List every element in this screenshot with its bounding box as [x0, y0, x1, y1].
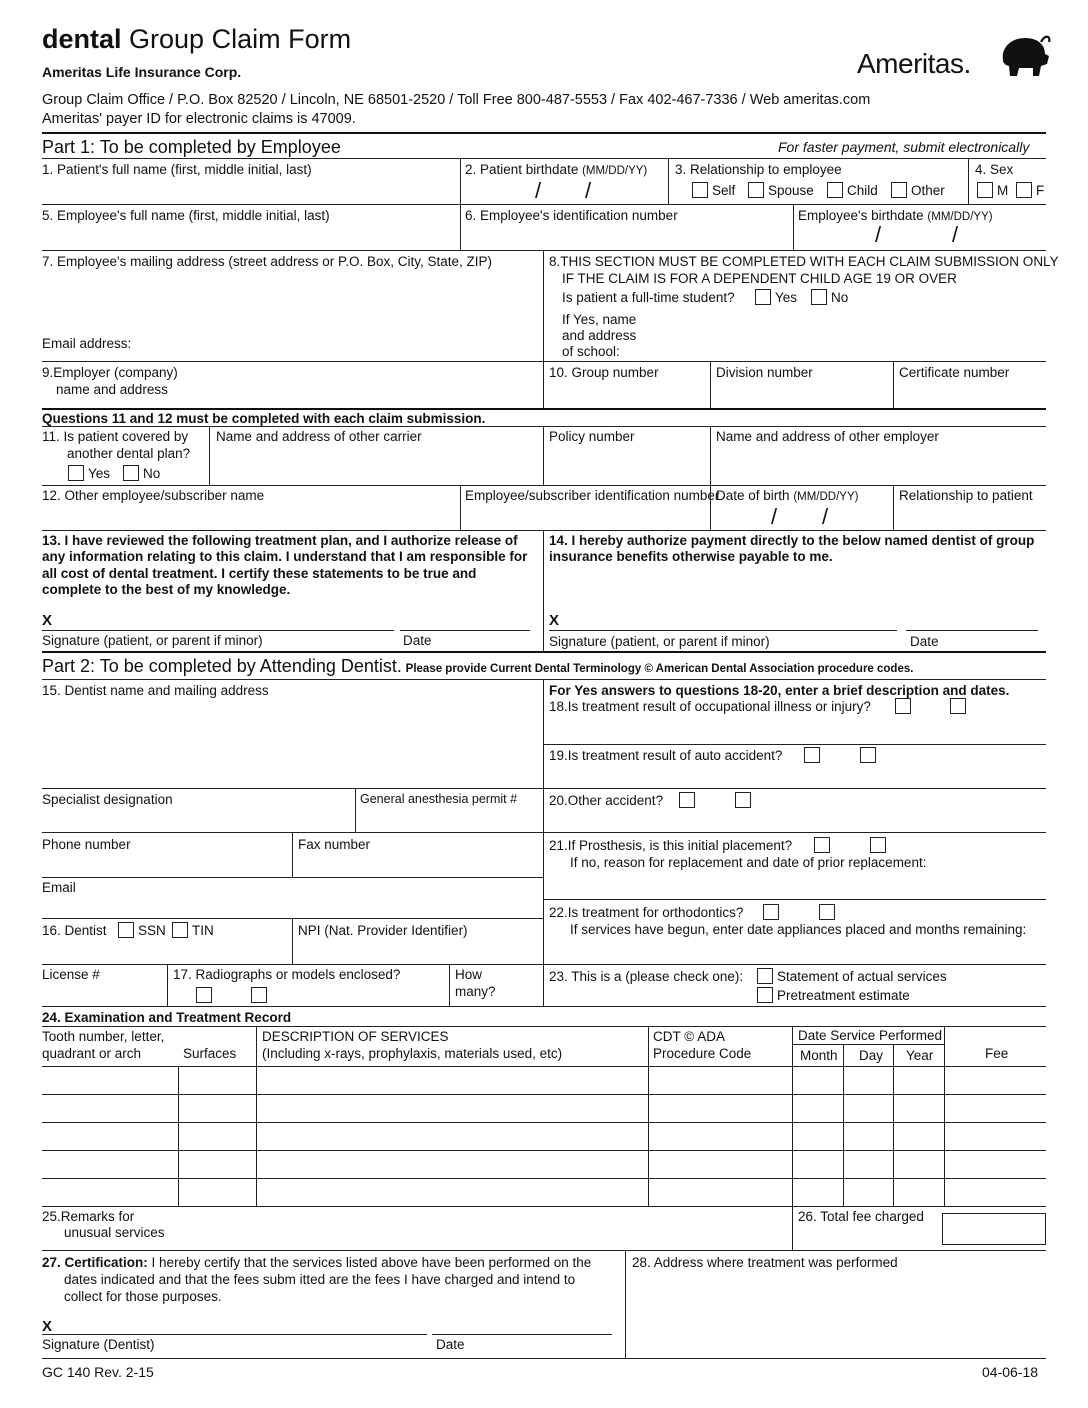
q25-label-1: 25.Remarks for [42, 1209, 135, 1224]
rule [42, 158, 1046, 159]
form-title-bold: dental [42, 24, 122, 54]
employee-signature-line[interactable] [42, 630, 394, 631]
col-desc-1: DESCRIPTION OF SERVICES [262, 1029, 449, 1044]
rule [42, 1006, 1046, 1007]
yes-answers-note: For Yes answers to questions 18-20, enter a brief description and dates. [549, 683, 1010, 698]
rule [42, 250, 1046, 251]
sex-f-checkbox[interactable] [1016, 182, 1032, 198]
q18-label: 18.Is treatment result of occupational illness or injury? [549, 699, 871, 714]
part1-title: Part 1: To be completed by Employee [42, 137, 341, 157]
divider [209, 426, 210, 485]
q22-appliances-label: If services have begun, enter date appliances placed and months remaining: [570, 922, 1027, 937]
table-row [42, 1178, 1046, 1179]
q27-line1: 27. Certification: I hereby certify that the services listed above have been performed on the [42, 1255, 592, 1270]
ssn-checkbox[interactable] [118, 922, 134, 938]
sex-f-label: F [1036, 183, 1045, 198]
child-label: Child [847, 183, 878, 198]
other-plan-no-label: No [143, 466, 161, 481]
certificate-label: Certificate number [899, 365, 1010, 380]
payment-signature-line[interactable] [549, 630, 897, 631]
q9-label-2: name and address [56, 382, 168, 397]
form-title-rest: Group Claim Form [129, 24, 352, 54]
q15-label: 15. Dentist name and mailing address [42, 683, 269, 698]
dentist-date-line[interactable] [432, 1334, 612, 1335]
rule [42, 485, 1046, 486]
pretreatment-checkbox[interactable] [757, 987, 773, 1003]
q18-no-checkbox[interactable] [950, 698, 966, 714]
divider [893, 1044, 894, 1206]
part1-rule [42, 132, 1046, 134]
rule [42, 679, 1046, 680]
employee-sig-label: Signature (patient, or parent if minor) [42, 633, 263, 648]
q25-label-2: unusual services [64, 1225, 165, 1240]
rule [42, 408, 1046, 410]
student-no-checkbox[interactable] [811, 289, 827, 305]
q22-yes-checkbox[interactable] [763, 904, 779, 920]
q8-line2: IF THE CLAIM IS FOR A DEPENDENT CHILD AGE 19 OR OVER [562, 271, 957, 286]
other-employer-label: Name and address of other employer [716, 429, 939, 444]
emp-bd-slash-1: / [875, 222, 882, 247]
part2-note: Please provide Current Dental Terminology © American Dental Association procedure codes. [405, 663, 914, 675]
payment-sig-x: X [549, 612, 560, 629]
actual-services-label: Statement of actual services [777, 969, 947, 984]
other-plan-yes-checkbox[interactable] [68, 465, 84, 481]
divider [944, 1026, 945, 1206]
payment-sig-label: Signature (patient, or parent if minor) [549, 634, 770, 649]
employee-date-line[interactable] [400, 630, 530, 631]
bison-icon [993, 30, 1053, 80]
rule [42, 788, 1046, 789]
q20-no-checkbox[interactable] [735, 792, 751, 808]
emp-bd-slash-2: / [952, 222, 959, 247]
table-row [42, 1066, 1046, 1067]
q9-label-1: 9.Employer (company) [42, 365, 178, 380]
divider [792, 1206, 793, 1250]
col-date-service: Date Service Performed [798, 1028, 943, 1043]
q6-label: 6. Employee's identification number [465, 208, 678, 223]
q8-school-line2: and address [562, 328, 637, 343]
col-surfaces: Surfaces [183, 1046, 237, 1061]
dob-label: Date of birth (MM/DD/YY) [716, 488, 859, 503]
company-name: Ameritas Life Insurance Corp. [42, 64, 242, 80]
divider [893, 485, 894, 530]
part2-rule [42, 651, 1046, 653]
rule [42, 964, 1046, 965]
divider [543, 250, 544, 408]
divider [543, 530, 544, 651]
table-row [42, 1094, 1046, 1095]
subscriber-id-label: Employee/subscriber identification number [465, 488, 720, 503]
col-tooth-1: Tooth number, letter, [42, 1029, 165, 1044]
divider [543, 426, 544, 485]
dob-slash-1: / [771, 504, 778, 529]
license-label: License # [42, 967, 100, 982]
col-tooth-2: quadrant or arch [42, 1046, 142, 1061]
rule [42, 204, 1046, 205]
actual-services-checkbox[interactable] [757, 968, 773, 984]
col-month: Month [800, 1048, 838, 1063]
form-code: 04-06-18 [982, 1364, 1039, 1380]
office-info: Group Claim Office / P.O. Box 82520 / Lincoln, NE 68501-2520 / Toll Free 800-487-5553 / Fax 402-467-7336 / Web ameritas.com [42, 92, 871, 108]
tin-checkbox[interactable] [172, 922, 188, 938]
q27-line2: dates indicated and that the fees subm itted are the fees I have charged and intend to [64, 1272, 576, 1287]
relationship-label: Relationship to patient [899, 488, 1033, 503]
employee-sig-x: X [42, 612, 53, 629]
col-fee: Fee [985, 1046, 1009, 1061]
q17-label: 17. Radiographs or models enclosed? [173, 967, 401, 982]
rule [42, 1026, 1046, 1027]
q4-label: 4. Sex [975, 162, 1014, 177]
how-many-label-1: How [455, 967, 483, 982]
q21-no-checkbox[interactable] [870, 837, 886, 853]
payment-date-line[interactable] [906, 630, 1038, 631]
birthdate-slash-1: / [535, 178, 542, 203]
dob-slash-2: / [822, 504, 829, 529]
divider [449, 964, 450, 1006]
q22-no-checkbox[interactable] [819, 904, 835, 920]
npi-label: NPI (Nat. Provider Identifier) [298, 923, 468, 938]
rule [792, 1044, 944, 1045]
anesthesia-label: General anesthesia permit # [360, 792, 518, 806]
q16-label: 16. Dentist [42, 923, 107, 938]
division-label: Division number [716, 365, 813, 380]
email-label: Email [42, 880, 76, 895]
divider [668, 158, 669, 204]
q5-label: 5. Employee's full name (first, middle initial, last) [42, 208, 330, 223]
q19-yes-checkbox[interactable] [804, 747, 820, 763]
col-desc-2: (Including x-rays, prophylaxis, materials used, etc) [262, 1046, 563, 1061]
q17-no-checkbox[interactable] [251, 987, 267, 1003]
q26-label: 26. Total fee charged [798, 1209, 924, 1224]
self-checkbox[interactable] [692, 182, 708, 198]
part2-header [42, 656, 913, 677]
employee-date-label: Date [403, 633, 432, 648]
q8-school-line1: If Yes, name [562, 312, 637, 327]
specialist-label: Specialist designation [42, 792, 173, 807]
brand-wordmark: Ameritas. [857, 48, 971, 79]
q8-line1: 8.THIS SECTION MUST BE COMPLETED WITH EACH CLAIM SUBMISSION ONLY [549, 254, 1059, 269]
total-fee-box[interactable] [942, 1213, 1046, 1245]
fax-label: Fax number [298, 837, 371, 852]
employee-birthdate-label: Employee's birthdate (MM/DD/YY) [798, 208, 993, 223]
form-title [42, 26, 351, 53]
email-address-label: Email address: [42, 336, 132, 351]
rule [42, 1358, 1046, 1359]
q14-authorization: 14. I hereby authorize payment directly to the below named dentist of group insurance benefits otherwise payable to me. [549, 533, 1035, 565]
dentist-date-label: Date [436, 1337, 465, 1352]
q21-replacement-label: If no, reason for replacement and date of prior replacement: [570, 855, 927, 870]
rule [543, 899, 1046, 900]
divider [167, 964, 168, 1006]
divider [893, 361, 894, 408]
self-label: Self [712, 183, 736, 198]
student-no-label: No [831, 290, 849, 305]
divider [843, 1044, 844, 1206]
divider [792, 1026, 793, 1206]
q11-label-1: 11. Is patient covered by [42, 429, 189, 444]
student-yes-label: Yes [775, 290, 798, 305]
phone-label: Phone number [42, 837, 131, 852]
divider [648, 1026, 649, 1206]
q3-label: 3. Relationship to employee [675, 162, 842, 177]
rule [42, 832, 1046, 833]
q7-label: 7. Employee's mailing address (street address or P.O. Box, City, State, ZIP) [42, 254, 493, 269]
divider [292, 832, 293, 877]
divider [460, 485, 461, 530]
spouse-checkbox[interactable] [748, 182, 764, 198]
payment-date-label: Date [910, 634, 939, 649]
q27-line3: collect for those purposes. [64, 1289, 222, 1304]
divider [710, 426, 711, 530]
q17-yes-checkbox[interactable] [196, 987, 212, 1003]
q11-12-instruction: Questions 11 and 12 must be completed with each claim submission. [42, 411, 486, 426]
tin-label: TIN [192, 923, 214, 938]
dentist-sig-label: Signature (Dentist) [42, 1337, 155, 1352]
how-many-label-2: many? [455, 984, 496, 999]
q19-label: 19.Is treatment result of auto accident? [549, 748, 783, 763]
q22-label: 22.Is treatment for orthodontics? [549, 905, 744, 920]
divider [292, 918, 293, 964]
rule [543, 744, 1046, 745]
sex-m-label: M [997, 183, 1009, 198]
table-row [42, 1122, 1046, 1123]
policy-number-label: Policy number [549, 429, 635, 444]
divider [625, 1250, 626, 1358]
pretreatment-label: Pretreatment estimate [777, 988, 910, 1003]
form-number: GC 140 Rev. 2-15 [42, 1364, 154, 1380]
ssn-label: SSN [138, 923, 166, 938]
dentist-signature-line[interactable] [42, 1334, 427, 1335]
q19-no-checkbox[interactable] [860, 747, 876, 763]
rule [42, 877, 543, 878]
q28-label: 28. Address where treatment was performed [632, 1255, 898, 1270]
q20-label: 20.Other accident? [549, 793, 664, 808]
divider [355, 788, 356, 832]
divider [543, 679, 544, 1006]
table-row [42, 1150, 1046, 1151]
divider [793, 204, 794, 250]
q8-student-question: Is patient a full-time student? [562, 290, 735, 305]
q23-label: 23. This is a (please check one): [549, 969, 744, 984]
q21-label: 21.If Prosthesis, is this initial placement? [549, 838, 793, 853]
divider [256, 1026, 257, 1206]
col-year: Year [906, 1048, 934, 1063]
q27-lead: 27. Certification: [42, 1255, 148, 1270]
other-plan-yes-label: Yes [88, 466, 111, 481]
child-checkbox[interactable] [827, 182, 843, 198]
q24-label: 24. Examination and Treatment Record [42, 1010, 292, 1025]
col-cdt-2: Procedure Code [653, 1046, 752, 1061]
rule [42, 426, 1046, 427]
birthdate-slash-2: / [585, 178, 592, 203]
q13-authorization: 13. I have reviewed the following treatment plan, and I authorize release of any information relating to this claim. I understand that I am responsible for all cost of dental treatment. I certify these statements to be true and complete to the best of my knowledge. [42, 533, 528, 598]
divider [968, 158, 969, 204]
rule [42, 361, 1046, 362]
part2-title: Part 2: To be completed by Attending Dentist. [42, 656, 402, 676]
col-cdt-1: CDT © ADA [653, 1029, 725, 1044]
q12-label: 12. Other employee/subscriber name [42, 488, 265, 503]
q2-label: 2. Patient birthdate (MM/DD/YY) [465, 162, 648, 177]
q11-label-2: another dental plan? [67, 446, 191, 461]
divider [178, 1066, 179, 1206]
other-checkbox[interactable] [891, 182, 907, 198]
q20-yes-checkbox[interactable] [679, 792, 695, 808]
other-carrier-label: Name and address of other carrier [216, 429, 422, 444]
other-label: Other [911, 183, 945, 198]
q1-label: 1. Patient's full name (first, middle initial, last) [42, 162, 312, 177]
part1-note: For faster payment, submit electronically [778, 139, 1030, 155]
q18-yes-checkbox[interactable] [895, 698, 911, 714]
q10-label: 10. Group number [549, 365, 659, 380]
q8-school-line3: of school: [562, 344, 620, 359]
payer-id: Ameritas' payer ID for electronic claims is 47009. [42, 111, 356, 127]
divider [710, 361, 711, 408]
col-day: Day [859, 1048, 884, 1063]
student-yes-checkbox[interactable] [755, 289, 771, 305]
rule [42, 530, 1046, 531]
rule [42, 1250, 1046, 1251]
ameritas-logo [855, 30, 1055, 82]
q21-yes-checkbox[interactable] [814, 837, 830, 853]
spouse-label: Spouse [768, 183, 814, 198]
dentist-sig-x: X [42, 1318, 53, 1335]
sex-m-checkbox[interactable] [977, 182, 993, 198]
other-plan-no-checkbox[interactable] [123, 465, 139, 481]
table-row [42, 1206, 1046, 1207]
